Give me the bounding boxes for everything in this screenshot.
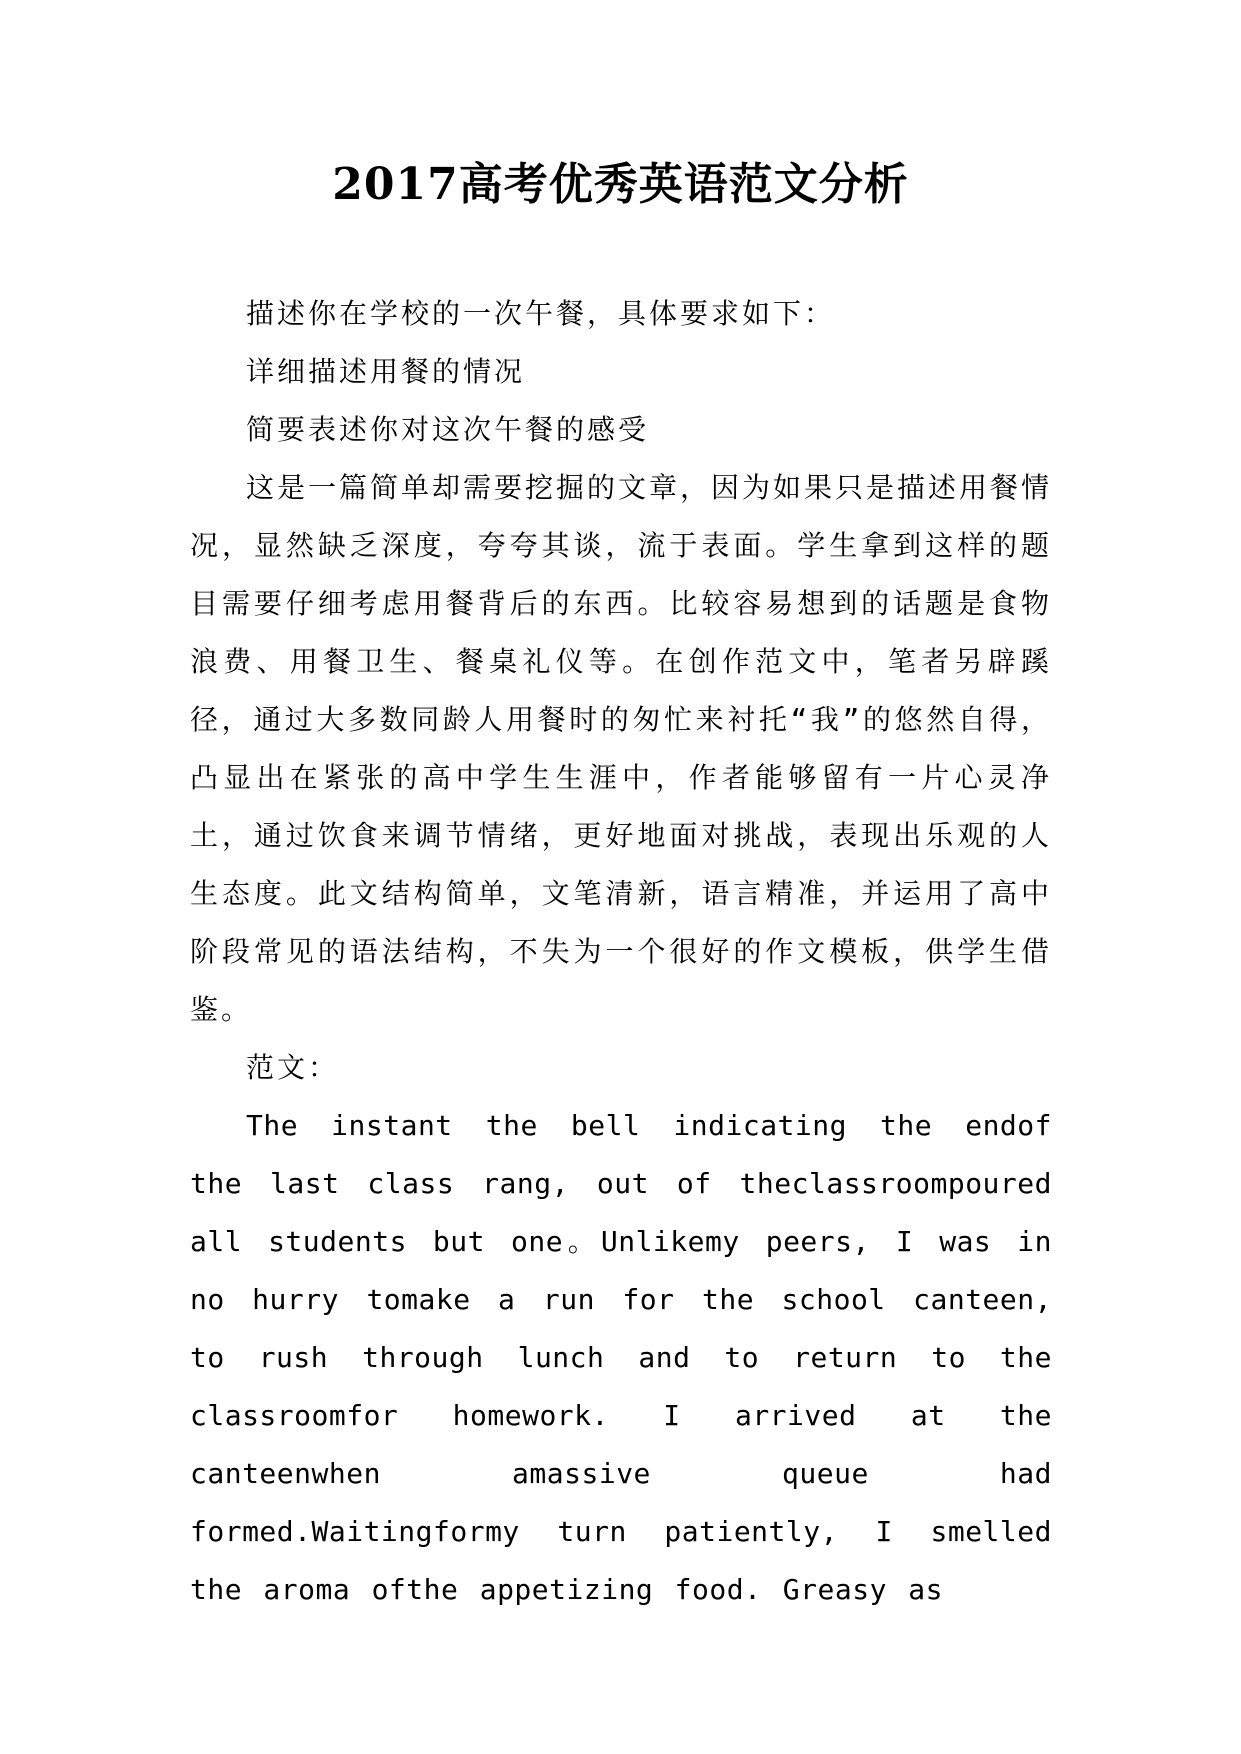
task-prompt: 描述你在学校的一次午餐，具体要求如下： xyxy=(246,297,836,330)
task-requirement-2: 简要表述你对这次午餐的感受 xyxy=(246,413,650,446)
sample-essay-text: The instant the bell indicating the endof the last class rang, out of theclassroompoured all students but one。Unlikemy peers, I was in no hurry tomake a run for the school canteen, to rush through lunch and to return to the classroomfor homework. I arrived at the canteenwhen amassive queue had formed.Waitingformy turn patiently, I smelled the aroma ofthe appetizing food. Greasy as xyxy=(190,1109,1052,1606)
document-title: 2017高考优秀英语范文分析 xyxy=(332,159,909,210)
document-body xyxy=(190,285,1052,1619)
sample-essay-label: 范文： xyxy=(246,1051,340,1084)
task-requirement-1: 详细描述用餐的情况 xyxy=(246,355,526,388)
analysis-paragraph: 这是一篇简单却需要挖掘的文章，因为如果只是描述用餐情况，显然缺乏深度，夸夸其谈，流于表面。学生拿到这样的题目需要仔细考虑用餐背后的东西。比较容易想到的话题是食物浪费、用餐卫生、餐桌礼仪等。在创作范文中，笔者另辟蹊径，通过大多数同龄人用餐时的匆忙来衬托“我”的悠然自得，凸显出在紧张的高中学生生涯中，作者能够留有一片心灵净土，通过饮食来调节情绪，更好地面对挑战，表现出乐观的人生态度。此文结构简单，文笔清新，语言精准，并运用了高中阶段常见的语法结构，不失为一个很好的作文模板，供学生借鉴。 xyxy=(190,471,1053,1026)
